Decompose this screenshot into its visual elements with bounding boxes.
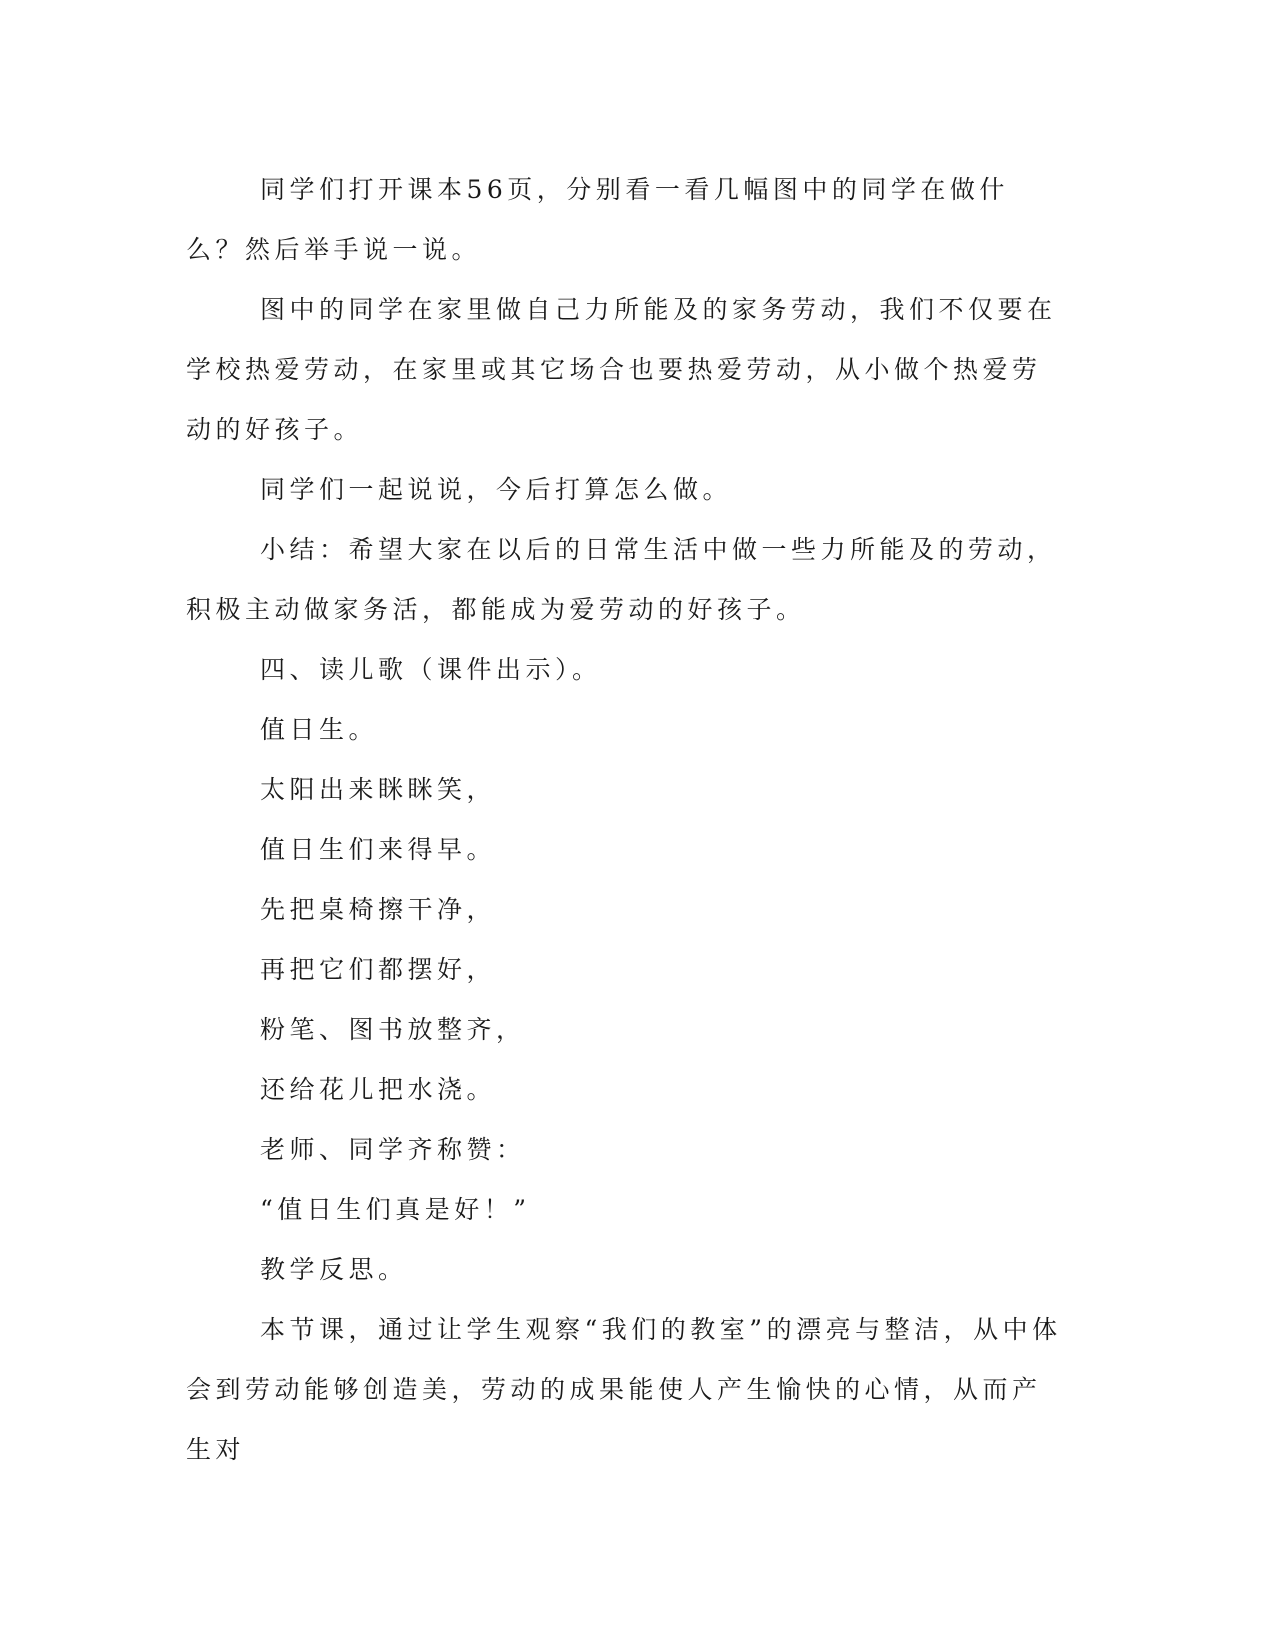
paragraph-textbook-page: 同学们打开课本56页，分别看一看几幅图中的同学在做什么？然后举手说一说。 bbox=[186, 175, 1009, 264]
paragraph-discussion: 同学们一起说说，今后打算怎么做。 bbox=[260, 475, 733, 504]
rhyme-line: “值日生们真是好！” bbox=[260, 1195, 531, 1224]
document-body bbox=[186, 160, 1066, 1480]
paragraph-reflection: 本节课，通过让学生观察“我们的教室”的漂亮与整洁，从中体会到劳动能够创造美，劳动的成果能使人产生愉快的心情，从而产生对 bbox=[186, 1315, 1062, 1464]
rhyme-line: 太阳出来眯眯笑， bbox=[260, 775, 497, 804]
paragraph-housework: 图中的同学在家里做自己力所能及的家务劳动，我们不仅要在学校热爱劳动，在家里或其它场合也要热爱劳动，从小做个热爱劳动的好孩子。 bbox=[186, 295, 1057, 444]
rhyme-line: 粉笔、图书放整齐， bbox=[260, 1015, 526, 1044]
rhyme-line: 老师、同学齐称赞： bbox=[260, 1135, 526, 1164]
rhyme-title: 值日生。 bbox=[260, 715, 379, 744]
rhyme-line: 值日生们来得早。 bbox=[260, 835, 497, 864]
rhyme-line: 再把它们都摆好， bbox=[260, 955, 497, 984]
paragraph-summary: 小结：希望大家在以后的日常生活中做一些力所能及的劳动，积极主动做家务活，都能成为爱劳动的好孩子。 bbox=[186, 535, 1057, 624]
rhyme-line: 还给花儿把水浇。 bbox=[260, 1075, 497, 1104]
section-heading-reflection: 教学反思。 bbox=[260, 1255, 408, 1284]
section-heading-nursery-rhyme: 四、读儿歌（课件出示）。 bbox=[260, 655, 602, 684]
rhyme-line: 先把桌椅擦干净， bbox=[260, 895, 497, 924]
